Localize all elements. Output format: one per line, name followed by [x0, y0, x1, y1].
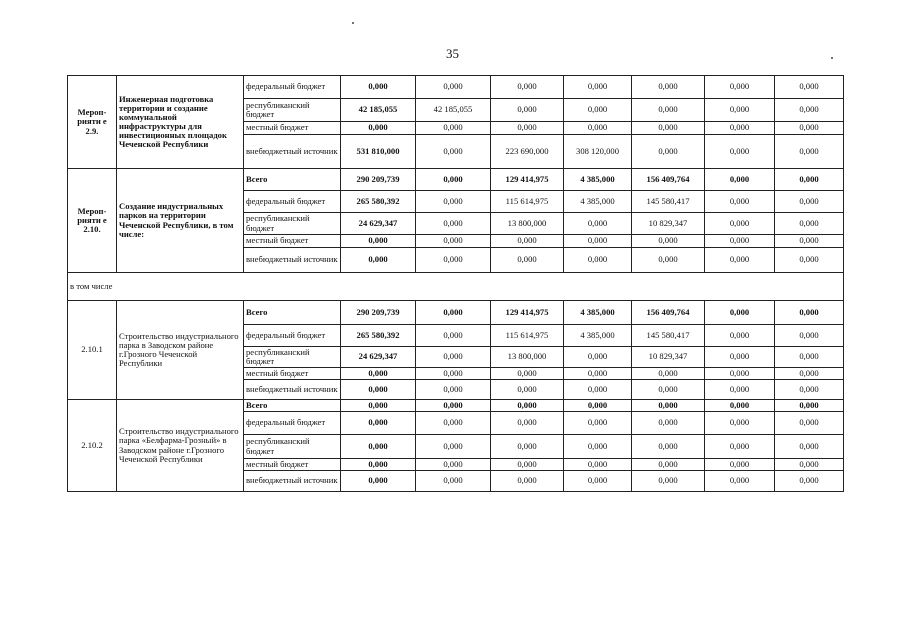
funding-source: федеральный бюджет	[244, 191, 341, 213]
amount-cell: 0,000	[775, 459, 844, 471]
amount-cell: 0,000	[416, 235, 491, 248]
amount-cell: 24 629,347	[341, 347, 416, 368]
amount-cell: 13 800,000	[491, 347, 564, 368]
amount-cell: 0,000	[341, 122, 416, 135]
amount-cell: 0,000	[775, 301, 844, 325]
amount-cell: 156 409,764	[632, 301, 705, 325]
amount-cell: 0,000	[491, 235, 564, 248]
amount-cell: 0,000	[775, 169, 844, 191]
funding-source: местный бюджет	[244, 122, 341, 135]
amount-cell: 0,000	[341, 235, 416, 248]
amount-cell: 0,000	[416, 122, 491, 135]
amount-cell: 0,000	[775, 191, 844, 213]
amount-cell: 145 580,417	[632, 325, 705, 347]
amount-cell: 24 629,347	[341, 213, 416, 235]
amount-cell: 0,000	[491, 76, 564, 99]
amount-cell: 0,000	[632, 435, 705, 459]
amount-cell: 42 185,055	[341, 99, 416, 122]
amount-cell: 0,000	[416, 325, 491, 347]
amount-cell: 0,000	[341, 380, 416, 400]
amount-cell: 0,000	[341, 400, 416, 412]
amount-cell: 0,000	[705, 347, 775, 368]
amount-cell: 0,000	[491, 400, 564, 412]
amount-cell: 223 690,000	[491, 135, 564, 169]
amount-cell: 0,000	[705, 380, 775, 400]
amount-cell: 290 209,739	[341, 301, 416, 325]
funding-source: внебюджетный источник	[244, 135, 341, 169]
amount-cell: 0,000	[775, 99, 844, 122]
amount-cell: 0,000	[564, 347, 632, 368]
amount-cell: 0,000	[775, 76, 844, 99]
amount-cell: 0,000	[416, 471, 491, 492]
amount-cell: 265 580,392	[341, 325, 416, 347]
amount-cell: 0,000	[705, 459, 775, 471]
amount-cell: 0,000	[416, 213, 491, 235]
caption-row	[68, 273, 844, 301]
amount-cell: 0,000	[705, 325, 775, 347]
amount-cell: 4 385,000	[564, 301, 632, 325]
amount-cell: 156 409,764	[632, 169, 705, 191]
amount-cell: 0,000	[775, 213, 844, 235]
amount-cell: 4 385,000	[564, 169, 632, 191]
amount-cell: 0,000	[705, 471, 775, 492]
amount-cell: 290 209,739	[341, 169, 416, 191]
amount-cell: 0,000	[632, 471, 705, 492]
amount-cell: 42 185,055	[416, 99, 491, 122]
amount-cell: 10 829,347	[632, 213, 705, 235]
amount-cell: 0,000	[416, 169, 491, 191]
amount-cell: 0,000	[632, 235, 705, 248]
amount-cell: 0,000	[632, 76, 705, 99]
scan-speck	[352, 22, 354, 24]
amount-cell: 0,000	[705, 235, 775, 248]
event-code: Мероприяти е 2.9.	[68, 76, 117, 169]
event-name: Создание индустриальных парков на территории Чеченской Республики, в том числе:	[117, 169, 244, 273]
funding-source: внебюджетный источник	[244, 471, 341, 492]
funding-source: местный бюджет	[244, 235, 341, 248]
amount-cell: 0,000	[632, 412, 705, 435]
amount-cell: 0,000	[632, 248, 705, 273]
amount-cell: 4 385,000	[564, 191, 632, 213]
amount-cell: 0,000	[705, 248, 775, 273]
amount-cell: 0,000	[341, 248, 416, 273]
event-code: 2.10.2	[68, 400, 117, 492]
amount-cell: 0,000	[564, 99, 632, 122]
amount-cell: 0,000	[341, 471, 416, 492]
amount-cell: 0,000	[564, 248, 632, 273]
amount-cell: 0,000	[416, 412, 491, 435]
amount-cell: 0,000	[775, 347, 844, 368]
event-name: Строительство индустриального парка «Белфарма-Грозный» в Заводском районе г.Грозного Чеченской Республики	[117, 400, 244, 492]
funding-source: местный бюджет	[244, 368, 341, 380]
amount-cell: 0,000	[705, 122, 775, 135]
amount-cell: 0,000	[775, 135, 844, 169]
amount-cell: 0,000	[416, 459, 491, 471]
amount-cell: 0,000	[491, 368, 564, 380]
amount-cell: 0,000	[564, 213, 632, 235]
funding-source: республиканский бюджет	[244, 99, 341, 122]
amount-cell: 4 385,000	[564, 325, 632, 347]
amount-cell: 0,000	[416, 368, 491, 380]
amount-cell: 0,000	[416, 301, 491, 325]
amount-cell: 0,000	[775, 122, 844, 135]
amount-cell: 0,000	[632, 135, 705, 169]
funding-source: федеральный бюджет	[244, 412, 341, 435]
amount-cell: 0,000	[775, 412, 844, 435]
amount-cell: 0,000	[491, 99, 564, 122]
table-row	[68, 400, 844, 412]
amount-cell: 0,000	[341, 459, 416, 471]
amount-cell: 531 810,000	[341, 135, 416, 169]
amount-cell: 0,000	[705, 135, 775, 169]
funding-source: Всего	[244, 400, 341, 412]
amount-cell: 265 580,392	[341, 191, 416, 213]
amount-cell: 0,000	[705, 191, 775, 213]
scan-speck	[831, 57, 833, 59]
amount-cell: 0,000	[705, 169, 775, 191]
amount-cell: 0,000	[491, 248, 564, 273]
amount-cell: 0,000	[416, 380, 491, 400]
amount-cell: 0,000	[416, 248, 491, 273]
amount-cell: 0,000	[416, 76, 491, 99]
event-name: Инженерная подготовка территории и создание коммунальной инфраструктуры для инвестиционных площадок Чеченской Республики	[117, 76, 244, 169]
amount-cell: 0,000	[632, 459, 705, 471]
amount-cell: 0,000	[564, 471, 632, 492]
funding-source: республиканский бюджет	[244, 347, 341, 368]
amount-cell: 0,000	[632, 368, 705, 380]
amount-cell: 0,000	[564, 412, 632, 435]
amount-cell: 0,000	[416, 347, 491, 368]
amount-cell: 0,000	[341, 368, 416, 380]
funding-source: внебюджетный источник	[244, 380, 341, 400]
amount-cell: 10 829,347	[632, 347, 705, 368]
amount-cell: 0,000	[491, 122, 564, 135]
funding-source: республиканский бюджет	[244, 213, 341, 235]
amount-cell: 0,000	[705, 76, 775, 99]
funding-source: республиканский бюджет	[244, 435, 341, 459]
amount-cell: 0,000	[705, 368, 775, 380]
amount-cell: 0,000	[775, 400, 844, 412]
amount-cell: 0,000	[491, 412, 564, 435]
event-code: 2.10.1	[68, 301, 117, 400]
table-row	[68, 169, 844, 191]
amount-cell: 0,000	[491, 471, 564, 492]
page-number: 35	[446, 46, 459, 61]
in-that-number-label: в том числе	[68, 273, 844, 301]
table-row	[68, 301, 844, 325]
funding-source: Всего	[244, 301, 341, 325]
amount-cell: 308 120,000	[564, 135, 632, 169]
amount-cell: 115 614,975	[491, 325, 564, 347]
event-code: Мероприяти е 2.10.	[68, 169, 117, 273]
amount-cell: 0,000	[564, 122, 632, 135]
amount-cell: 0,000	[491, 380, 564, 400]
amount-cell: 145 580,417	[632, 191, 705, 213]
table-row	[68, 76, 844, 99]
amount-cell: 0,000	[705, 213, 775, 235]
amount-cell: 0,000	[705, 435, 775, 459]
funding-source: федеральный бюджет	[244, 325, 341, 347]
amount-cell: 129 414,975	[491, 169, 564, 191]
amount-cell: 0,000	[564, 400, 632, 412]
amount-cell: 13 800,000	[491, 213, 564, 235]
amount-cell: 129 414,975	[491, 301, 564, 325]
amount-cell: 0,000	[564, 459, 632, 471]
funding-source: федеральный бюджет	[244, 76, 341, 99]
amount-cell: 0,000	[564, 435, 632, 459]
event-name: Строительство индустриального парка в Заводском районе г.Грозного Чеченской Республики	[117, 301, 244, 400]
amount-cell: 0,000	[632, 99, 705, 122]
amount-cell: 0,000	[491, 435, 564, 459]
amount-cell: 0,000	[341, 435, 416, 459]
table-body	[68, 76, 844, 492]
amount-cell: 0,000	[775, 380, 844, 400]
amount-cell: 0,000	[416, 191, 491, 213]
amount-cell: 0,000	[341, 76, 416, 99]
amount-cell: 0,000	[632, 400, 705, 412]
amount-cell: 0,000	[775, 248, 844, 273]
amount-cell: 0,000	[564, 380, 632, 400]
amount-cell: 0,000	[705, 412, 775, 435]
amount-cell: 0,000	[705, 400, 775, 412]
amount-cell: 0,000	[775, 325, 844, 347]
amount-cell: 0,000	[775, 435, 844, 459]
amount-cell: 0,000	[416, 135, 491, 169]
amount-cell: 0,000	[705, 301, 775, 325]
amount-cell: 0,000	[564, 368, 632, 380]
amount-cell: 0,000	[491, 459, 564, 471]
amount-cell: 0,000	[705, 99, 775, 122]
amount-cell: 0,000	[416, 400, 491, 412]
funding-source: внебюджетный источник	[244, 248, 341, 273]
amount-cell: 0,000	[564, 76, 632, 99]
funding-source: Всего	[244, 169, 341, 191]
amount-cell: 0,000	[564, 235, 632, 248]
amount-cell: 0,000	[632, 380, 705, 400]
amount-cell: 0,000	[632, 122, 705, 135]
amount-cell: 0,000	[775, 471, 844, 492]
funding-source: местный бюджет	[244, 459, 341, 471]
amount-cell: 0,000	[775, 235, 844, 248]
budget-table	[67, 75, 844, 492]
amount-cell: 0,000	[775, 368, 844, 380]
amount-cell: 115 614,975	[491, 191, 564, 213]
amount-cell: 0,000	[341, 412, 416, 435]
amount-cell: 0,000	[416, 435, 491, 459]
